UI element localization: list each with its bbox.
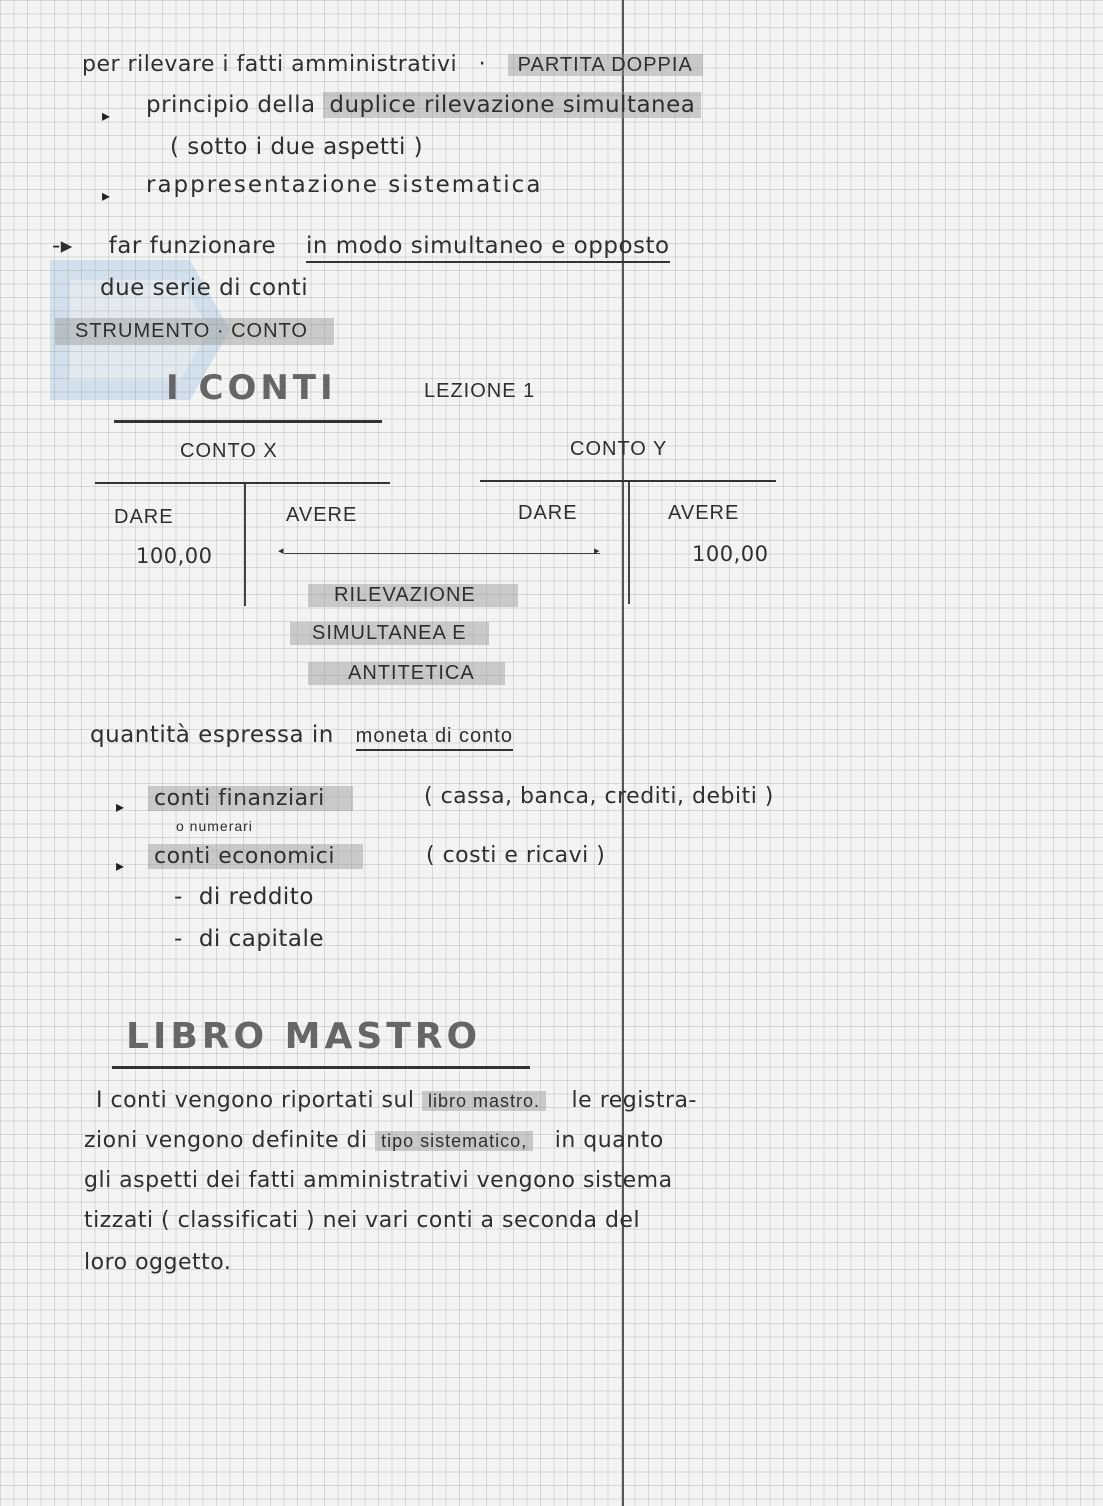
account-y-name: CONTO Y — [570, 438, 668, 460]
arrow-line-text: -▸ far funzionare in modo simultaneo e opposto — [52, 233, 670, 259]
libro-paragraph-line-1: I conti vengono riportati sul libro mastro. le registra- — [96, 1088, 697, 1113]
account-x-divider — [244, 484, 246, 606]
economic-sub-2: - di capitale — [174, 926, 324, 952]
account-type-2: conti economici — [148, 844, 363, 869]
bullet-icon: ▸ — [116, 797, 125, 816]
principle-1: principio della duplice rilevazione simultanea — [146, 92, 701, 118]
arrow-underlined: in modo simultaneo e opposto — [306, 233, 670, 263]
header-line — [82, 52, 703, 77]
account-x-top-line — [95, 482, 390, 484]
libro-paragraph-line-4: tizzati ( classificati ) nei vari conti a seconda del — [84, 1208, 641, 1233]
account-x-avere: AVERE — [286, 504, 358, 526]
conti-title-underline — [114, 420, 382, 423]
principle-1-highlight: duplice rilevazione simultanea — [323, 92, 701, 118]
account-y-value: 100,00 — [692, 542, 769, 566]
account-type-1: conti finanziari — [148, 786, 353, 811]
libro-title: LIBRO MASTRO — [126, 1016, 482, 1057]
account-x-dare: DARE — [114, 506, 174, 528]
strumento-label: STRUMENTO · CONTO — [55, 318, 334, 345]
account-type-2-note: ( costi e ricavi ) — [426, 843, 606, 868]
account-x-name: CONTO X — [180, 440, 278, 462]
conti-title: I CONTI — [166, 368, 337, 408]
rilevazione-line-2: SIMULTANEA E — [290, 622, 489, 645]
double-arrow — [284, 553, 600, 554]
header-dot: · — [478, 52, 487, 77]
rilevazione-line-3: ANTITETICA — [308, 662, 505, 685]
account-type-1-note: ( cassa, banca, crediti, debiti ) — [424, 784, 774, 809]
arrow-right-icon: ▸ — [594, 544, 601, 557]
quantita-line: quantità espressa in moneta di conto — [90, 722, 513, 748]
header-prefix: per rilevare i fatti amministrativi — [82, 52, 458, 77]
account-type-1-sub: o numerari — [176, 818, 253, 834]
account-x-value: 100,00 — [136, 544, 213, 568]
principle-1-note: ( sotto i due aspetti ) — [170, 134, 424, 160]
libro-paragraph-line-5: loro oggetto. — [84, 1250, 232, 1275]
libro-highlight-2: tipo sistematico, — [375, 1131, 533, 1151]
account-y-divider — [628, 482, 630, 604]
rilevazione-line-1: RILEVAZIONE — [308, 584, 518, 607]
libro-paragraph-line-3: gli aspetti dei fatti amministrativi vengono sistema — [84, 1168, 673, 1193]
arrow-icon: -▸ — [52, 233, 73, 259]
quantita-underlined: moneta di conto — [356, 725, 513, 751]
libro-title-underline — [112, 1066, 530, 1069]
principle-2: rappresentazione sistematica — [146, 172, 543, 198]
arrow-line-2: due serie di conti — [100, 275, 309, 301]
account-y-avere: AVERE — [668, 502, 740, 524]
header-highlight: PARTITA DOPPIA — [508, 54, 703, 76]
page-fold-line — [622, 0, 624, 1506]
arrow-left-icon: ◂ — [278, 544, 285, 557]
bullet-icon: ▸ — [116, 856, 125, 875]
bullet-icon: ▸ — [102, 106, 111, 125]
account-y-dare: DARE — [518, 502, 578, 524]
economic-sub-1: - di reddito — [174, 884, 314, 910]
libro-highlight-1: libro mastro. — [422, 1091, 546, 1111]
libro-paragraph-line-2: zioni vengono definite di tipo sistematico, in quanto — [84, 1128, 664, 1153]
lesson-label: LEZIONE 1 — [424, 380, 536, 402]
bullet-icon: ▸ — [102, 186, 111, 205]
